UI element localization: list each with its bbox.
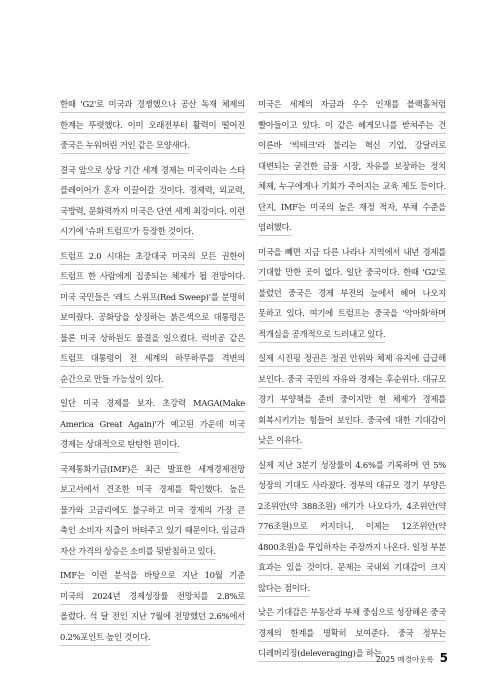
paragraph: 한때 'G2'로 미국과 경쟁했으나 공산 독재 체제의 한계는 뚜렷했다. 이미 오래전부터 활력이 떨어진 중국은 누워버린 거인 같은 모양새다.: [60, 99, 245, 150]
paragraph: 국제통화기금(IMF)은 최근 발표한 세계경제전망 보고서에서 견조한 미국 경제를 확인했다. 높은 물가와 고금리에도 불구하고 미국 경제의 가장 큰 축인 소비자 지출이 버텨주고 있기 때문이다. 임금과 자산 가격의 상승은 소비를 뒷받침하고 있다.: [60, 463, 245, 556]
publication-title: 2025 매경아웃룩: [375, 655, 434, 664]
paragraph: 실제 지난 3분기 성장률이 4.6%를 기록하며 연 5% 성장의 기대도 사라졌다. 정부의 대규모 경기 부양은 2조위안(약 388조원) 얘기가 나오다가, 4조위안(약 776조원)으로 커지더니, 이제는 12조위안(약 4800조원)을 투입하자는 주장까지 나온다. 일정 부분 효과는 있을 것이다. 문제는 국내외 기대감이 크지 않다는 점이다.: [258, 459, 446, 593]
paragraph: 일단 미국 경제를 보자. 초강력 MAGA(Make America Great Again)'가 예고된 가운데 미국 경제는 상대적으로 탄탄한 편이다.: [60, 398, 245, 449]
page-footer: [376, 651, 448, 665]
paragraph: 미국을 빼면 지금 다른 나라나 지역에서 내년 경제를 기대할 만한 곳이 없다. 일단 중국이다. 한때 'G2'로 불렸던 중국은 경제 부진의 늪에서 헤어 나오지 못하고 있다. 여기에 트럼프는 중국을 '악마화'하며 적개심을 공개적으로 드러내고 있다.: [258, 246, 446, 339]
page-number: 5: [439, 651, 448, 665]
paragraph: 트럼프 2.0 시대는 초강대국 미국의 모든 권한이 트럼프 한 사람에게 집중되는 체제가 될 전망이다. 미국 국민들은 '레드 스위프(Red Sweep)'를 분명히 보여줬다. 공화당을 상징하는 붉은색으로 대통령은 물론 미국 상하원도 물결을 일으켰다. 럭비공 같은 트럼프 대통령이 전 세계의 하무하루를 격변의 순간으로 만들 가능성이 있다.: [60, 250, 245, 384]
paragraph: 미국은 세계의 자금과 우수 인재를 블랙홀처럼 빨아들이고 있다. 이 같은 헤게모니를 받쳐주는 건 이른바 '빅테크'라 불리는 혁신 기업, 강달러로 대변되는 굳건한 금융 시장, 자유를 보장하는 정치 체제, 누구에게나 기회가 주어지는 교육 제도 등이다. 단지, IMF는 미국의 높은 재정 적자, 부채 수준을 염려했다.: [258, 99, 446, 232]
right-column: [258, 94, 446, 668]
paragraph: IMF는 이런 분석을 바탕으로 지난 10월 기준 미국의 2024년 경제성장률 전망치를 2.8%로 올렸다. 석 달 전인 지난 7월에 전망했던 2.6%에서 0.2%포인트 높인 것이다.: [60, 570, 245, 642]
paragraph: 실제 시진핑 정권은 정권 안위와 체제 유지에 급급해 보인다. 중국 국민의 자유와 경제는 후순위다. 대규모 경기 부양책을 준비 중이지만 현 체제가 경제를 회복시키기는 힘들어 보인다. 중국에 대한 기대감이 낮은 이유다.: [258, 353, 446, 445]
paragraph: 결국 앞으로 상당 기간 세계 경제는 미국이라는 스타 플레이어가 혼자 이끌어갈 것이다. 경제력, 외교력, 국방력, 문화력까지 미국은 단연 세계 최강이다. 이런 시기에 '슈퍼 트럼프'가 등장한 것이다.: [60, 164, 245, 236]
paragraph: 낮은 기대감은 부동산과 부채 중심으로 성장해온 중국 경제의 한계를 명확히 보여준다. 중국 정부는 디레버리징(deleveraging)을 하는: [258, 607, 446, 658]
left-column: [60, 94, 245, 651]
